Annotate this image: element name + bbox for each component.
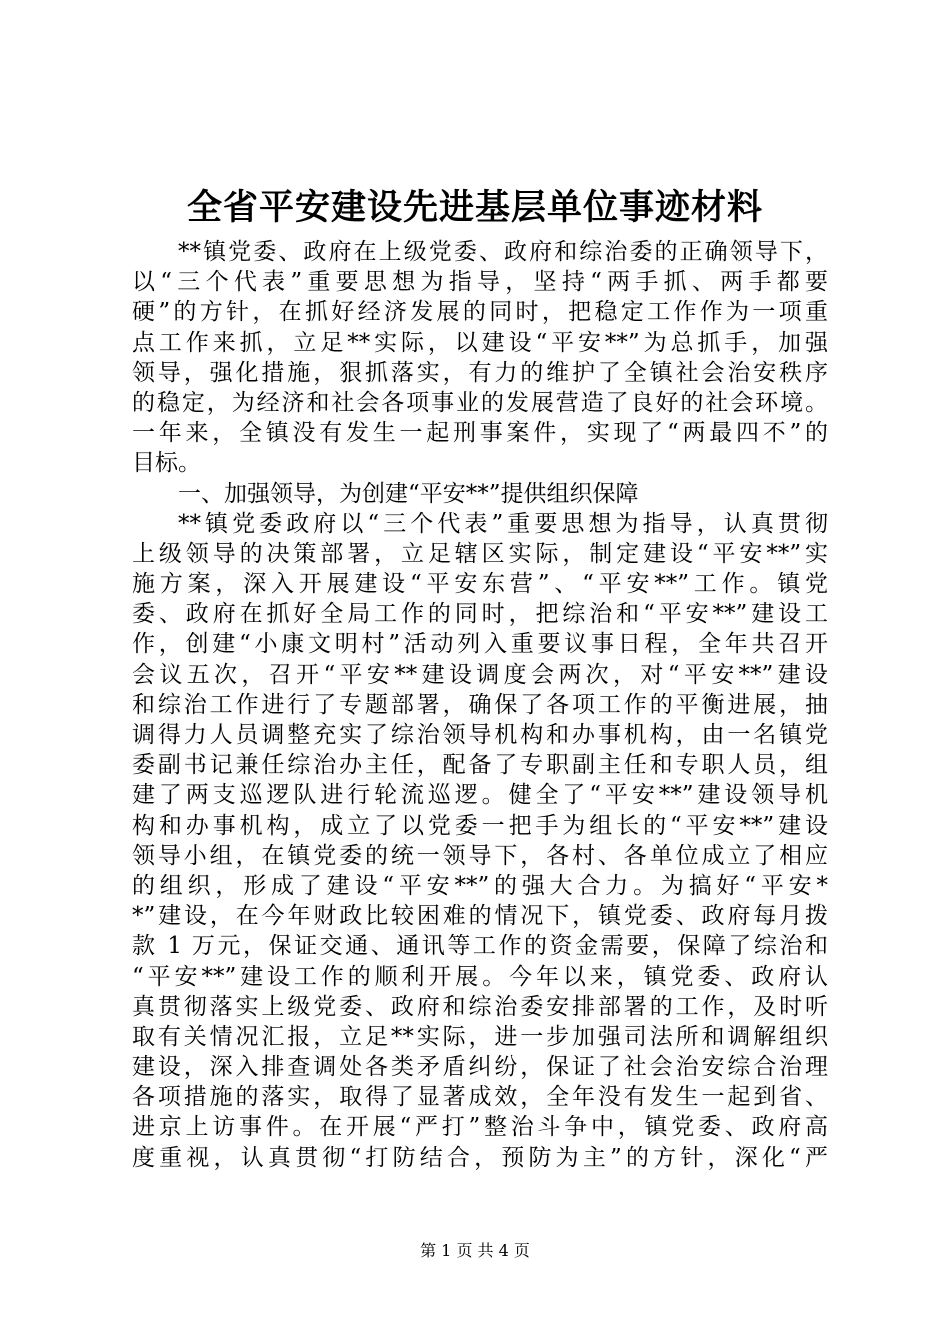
text-line: 委、政府在抓好全局工作的同时，把综治和“平安**”建设工	[132, 601, 828, 628]
text-line: 调得力人员调整充实了综治领导机构和办事机构，由一名镇党	[132, 722, 828, 748]
text-line: 各项措施的落实，取得了显著成效，全年没有发生一起到省、	[132, 1084, 828, 1111]
text-line: 度重视，认真贯彻“打防结合，预防为主”的方针，深化“严	[132, 1144, 828, 1171]
section-heading: 一、加强领导，为创建“平安**”提供组织保障	[178, 480, 639, 507]
page-number: 第 1 页 共 4 页	[420, 1241, 530, 1260]
document-title: 全省平安建设先进基层单位事迹材料	[186, 187, 763, 228]
text-line: **镇党委、政府在上级党委、政府和综治委的正确领导下，	[178, 239, 828, 265]
text-line: 作，创建“小康文明村”活动列入重要议事日程，全年共召开	[132, 631, 828, 658]
text-line: 取有关情况汇报，立足**实际，进一步加强司法所和调解组织	[132, 1023, 828, 1050]
text-line: 构和办事机构，成立了以党委一把手为组长的“平安**”建设	[132, 812, 828, 839]
text-line: 建设，深入排查调处各类矛盾纠纷，保证了社会治安综合治理	[132, 1054, 828, 1081]
text-line: 真贯彻落实上级党委、政府和综治委安排部署的工作，及时听	[132, 993, 828, 1020]
text-line: 施方案，深入开展建设“平安东营”、“平安**”工作。镇党	[132, 571, 828, 598]
text-line: 领导小组，在镇党委的统一领导下，各村、各单位成立了相应	[132, 842, 828, 869]
text-line: 上级领导的决策部署，立足辖区实际，制定建设“平安**”实	[132, 540, 828, 567]
text-line: 的稳定，为经济和社会各项事业的发展营造了良好的社会环境。	[132, 389, 828, 416]
text-line: 进京上访事件。在开展“严打”整治斗争中，镇党委、政府高	[132, 1114, 828, 1141]
document-body	[132, 237, 828, 1173]
text-line: **镇党委政府以“三个代表”重要思想为指导，认真贯彻	[178, 510, 828, 537]
text-line: 以“三个代表”重要思想为指导，坚持“两手抓、两手都要	[132, 269, 828, 296]
text-line: 目标。	[132, 450, 201, 477]
text-line: 一年来，全镇没有发生一起刑事案件，实现了“两最四不”的	[132, 420, 828, 447]
text-line: 会议五次，召开“平安**建设调度会两次，对“平安**”建设	[132, 661, 828, 688]
text-line: 和综治工作进行了专题部署，确保了各项工作的平衡进展，抽	[132, 691, 828, 718]
text-line: 委副书记兼任综治办主任，配备了专职副主任和专职人员，组	[132, 752, 828, 779]
text-line: 款 1 万元，保证交通、通讯等工作的资金需要，保障了综治和	[132, 933, 828, 960]
text-line: “平安**”建设工作的顺利开展。今年以来，镇党委、政府认	[132, 963, 828, 990]
text-line: 硬”的方针，在抓好经济发展的同时，把稳定工作作为一项重	[132, 299, 828, 326]
text-line: 的组织，形成了建设“平安**”的强大合力。为搞好“平安*	[132, 872, 828, 899]
text-line: 领导，强化措施，狠抓落实，有力的维护了全镇社会治安秩序	[132, 359, 828, 386]
text-line: 建了两支巡逻队进行轮流巡逻。健全了“平安**”建设领导机	[132, 782, 828, 809]
text-line: 点工作来抓，立足**实际，以建设“平安**”为总抓手，加强	[132, 329, 828, 356]
text-line: *”建设，在今年财政比较困难的情况下，镇党委、政府每月拨	[132, 903, 828, 930]
